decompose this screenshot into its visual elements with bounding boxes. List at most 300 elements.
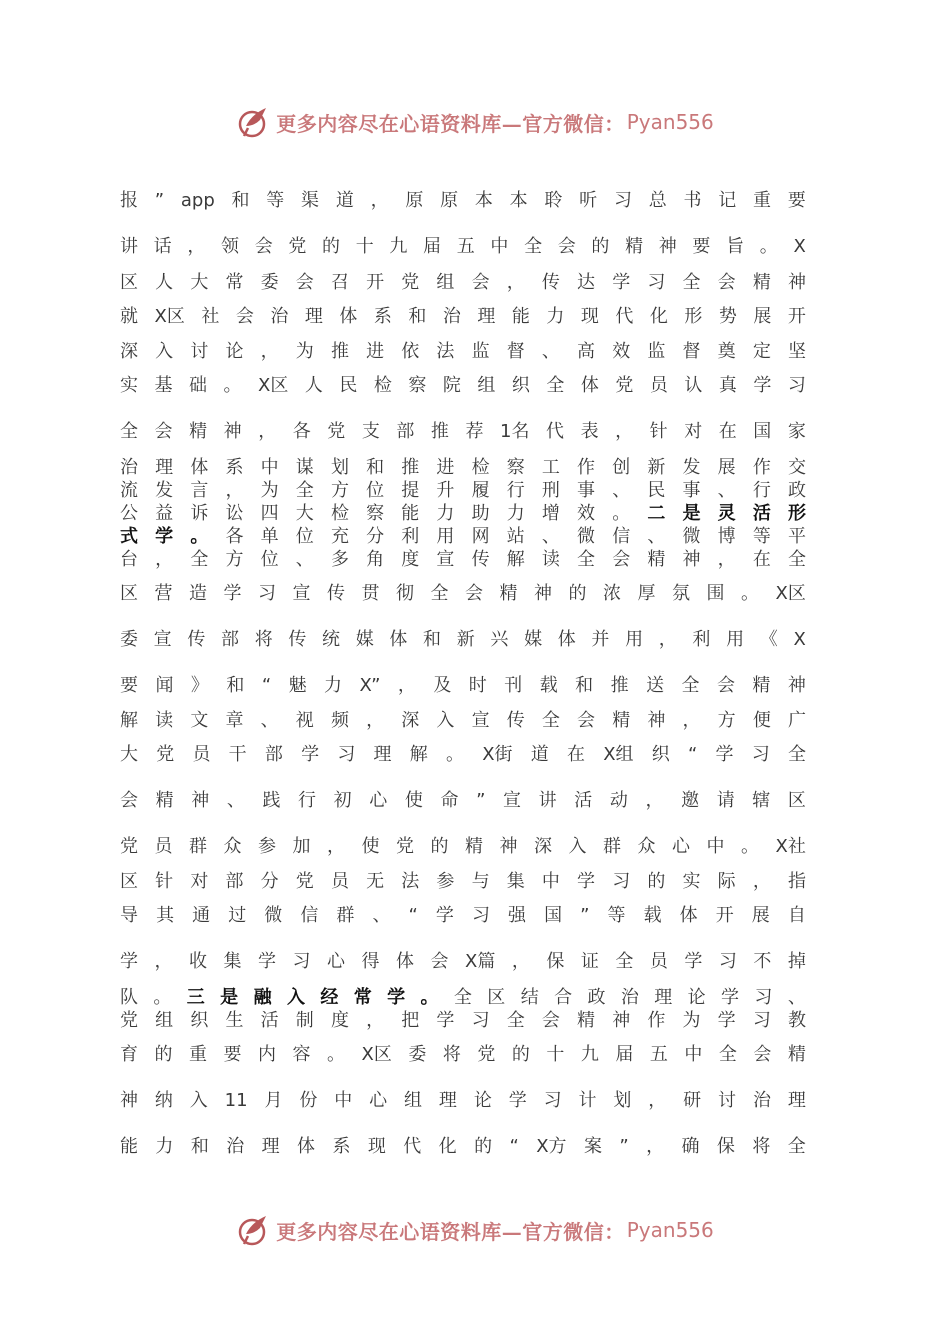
char: 闻 [155, 675, 174, 696]
char: “ [408, 905, 418, 926]
char: 位 [366, 480, 385, 501]
char: 台 [120, 549, 138, 570]
char: 精 [155, 790, 174, 811]
char: 动 [609, 790, 628, 811]
footer-banner [0, 1210, 950, 1250]
char: 依 [401, 341, 420, 362]
char: 新 [456, 629, 475, 650]
char: 能 [120, 1136, 138, 1157]
char: 精 [787, 1044, 806, 1065]
char: ， [648, 1090, 667, 1111]
char: 的 [568, 583, 587, 604]
char: 开 [787, 306, 806, 327]
bold-char: 活 [752, 503, 771, 524]
char: 会 [471, 272, 490, 293]
char: 各 [292, 421, 311, 442]
char: 网 [471, 526, 490, 547]
char: ， [370, 190, 389, 211]
char: 信 [300, 905, 319, 926]
char: 宣 [471, 710, 490, 731]
bold-char: 入 [286, 987, 305, 1008]
char: 、 [541, 526, 560, 547]
char: 、 [226, 790, 245, 811]
char: 组 [404, 1090, 423, 1111]
char: 党 [120, 1010, 138, 1031]
char: 等 [266, 190, 285, 211]
char: “ [261, 675, 272, 696]
char: 召 [330, 272, 349, 293]
char: 的 [474, 1136, 493, 1157]
char: X [793, 629, 806, 650]
char: 新 [647, 457, 666, 478]
char: 社 [201, 306, 220, 327]
char: 高 [577, 341, 596, 362]
bold-char: 是 [682, 503, 701, 524]
char: 论 [687, 987, 706, 1008]
char: 集 [223, 951, 242, 972]
char: 习 [258, 583, 276, 604]
text-line [120, 742, 806, 768]
char: 研 [683, 1090, 702, 1111]
char: 入 [189, 1090, 208, 1111]
char: 将 [254, 629, 273, 650]
char: 神 [787, 272, 806, 293]
char: 大 [295, 503, 314, 524]
char: 区 [787, 790, 806, 811]
bold-char: 常 [353, 987, 372, 1008]
char: 形 [684, 306, 703, 327]
char: 神 [647, 710, 666, 731]
char: 组 [477, 375, 496, 396]
char: 道 [335, 190, 354, 211]
char: 辖 [752, 790, 771, 811]
bold-char: 三 [186, 987, 205, 1008]
char: 谋 [295, 457, 314, 478]
char: 、 [260, 710, 279, 731]
char: X篇 [465, 951, 496, 972]
char: 习 [752, 1010, 771, 1031]
char: 益 [155, 503, 174, 524]
text-line [120, 627, 806, 653]
char: 计 [578, 1090, 597, 1111]
bold-char: 融 [253, 987, 272, 1008]
char: 全 [681, 675, 700, 696]
char: 治 [120, 457, 138, 478]
char: 心 [369, 790, 388, 811]
char: 学 [577, 871, 596, 892]
char: 会 [235, 306, 254, 327]
char: X [793, 236, 806, 257]
char: X区 [361, 1044, 392, 1065]
char: 学 [717, 1010, 736, 1031]
char: 推 [401, 457, 420, 478]
char: 方 [225, 549, 244, 570]
text-line [120, 419, 806, 445]
char: 统 [322, 629, 341, 650]
char: 命 [440, 790, 459, 811]
char: 治 [620, 987, 639, 1008]
char: 众 [223, 836, 242, 857]
char: 记 [718, 190, 737, 211]
char: 系 [373, 306, 392, 327]
char: 人 [304, 375, 323, 396]
char: 察 [408, 375, 427, 396]
char: 系 [332, 1136, 351, 1157]
char: 中 [684, 1044, 703, 1065]
char: 行 [506, 480, 525, 501]
char: 队 [120, 987, 138, 1008]
char: 理 [787, 1090, 806, 1111]
char: 通 [192, 905, 211, 926]
bold-char: 二 [647, 503, 666, 524]
text-line [120, 834, 806, 860]
text-line [120, 304, 806, 330]
char: 各 [225, 526, 244, 547]
char: 监 [647, 341, 666, 362]
char: 的 [511, 1044, 530, 1065]
char: “ [509, 1136, 519, 1157]
bold-char: 形 [787, 503, 806, 524]
char: 广 [787, 710, 806, 731]
char: 读 [155, 710, 174, 731]
char: 用 [436, 526, 455, 547]
char: 推 [430, 421, 449, 442]
char: 法 [436, 341, 455, 362]
char: 支 [361, 421, 380, 442]
char: 学 [715, 744, 734, 765]
char: 体 [389, 629, 408, 650]
char: 全 [295, 480, 314, 501]
char: 力 [546, 306, 565, 327]
char: X方 [536, 1136, 567, 1157]
text-line [120, 373, 806, 399]
char: 党 [295, 871, 314, 892]
char: 习 [612, 871, 631, 892]
pen-nib-seal-icon [236, 1212, 272, 1248]
char: 参 [436, 871, 455, 892]
char: ， [752, 871, 771, 892]
char: 确 [681, 1136, 700, 1157]
char: 及 [433, 675, 452, 696]
char: X组 [603, 744, 634, 765]
char: 神 [534, 583, 552, 604]
char: 保 [546, 951, 565, 972]
char: 对 [684, 421, 703, 442]
char: 月 [264, 1090, 283, 1111]
char: 行 [298, 790, 317, 811]
char: 会 [557, 236, 576, 257]
char: 掉 [787, 951, 806, 972]
char: 案 [583, 1136, 602, 1157]
char: X区 [258, 375, 289, 396]
char: 会 [541, 1010, 560, 1031]
char: 宣 [503, 790, 522, 811]
char: 精 [647, 549, 666, 570]
char: 位 [260, 549, 279, 570]
char: 神 [191, 790, 210, 811]
char: 检 [330, 503, 349, 524]
char: 书 [683, 190, 702, 211]
char: 精 [612, 710, 631, 731]
char: 传 [187, 629, 206, 650]
char: ， [658, 629, 677, 650]
char: 多 [330, 549, 349, 570]
char: 要 [692, 236, 711, 257]
char: 群 [603, 836, 621, 857]
char: 微 [577, 526, 596, 547]
char: 全 [190, 549, 209, 570]
char: 代 [403, 1136, 422, 1157]
char: 际 [717, 871, 736, 892]
char: 的 [647, 871, 666, 892]
char: 展 [753, 306, 772, 327]
bold-char: 式 [120, 526, 138, 547]
char: 使 [361, 836, 380, 857]
char: 精 [499, 583, 518, 604]
char: 实 [120, 375, 138, 396]
char: 会 [717, 272, 736, 293]
char: 微 [264, 905, 283, 926]
char: 站 [506, 526, 525, 547]
char: 学 [258, 951, 276, 972]
char: 组 [436, 272, 455, 293]
char: 听 [579, 190, 598, 211]
bold-char: 灵 [717, 503, 736, 524]
char: 力 [506, 503, 525, 524]
char: 织 [511, 375, 530, 396]
text-line [120, 234, 806, 260]
char: 群 [336, 905, 355, 926]
char: X” [359, 675, 381, 696]
char: 人 [155, 272, 174, 293]
char: 党 [396, 836, 414, 857]
char: 民 [647, 480, 666, 501]
char: 入 [155, 341, 174, 362]
char: 在 [718, 421, 737, 442]
char: 原 [405, 190, 424, 211]
char: ” [154, 190, 165, 211]
char: 方 [717, 710, 736, 731]
char: 十 [546, 1044, 565, 1065]
char: 学 [436, 1010, 455, 1031]
char: 体 [557, 629, 576, 650]
bold-char: 经 [320, 987, 339, 1008]
text-line [120, 903, 806, 929]
char: 教 [787, 1010, 806, 1031]
char: ， [397, 675, 416, 696]
char: 精 [577, 1010, 596, 1031]
char: 员 [192, 744, 211, 765]
char: 参 [258, 836, 276, 857]
char: 察 [366, 503, 385, 524]
char: 部 [396, 421, 415, 442]
char: 党 [288, 236, 307, 257]
char: 会 [154, 421, 173, 442]
char: 魅 [288, 675, 307, 696]
char: 、 [295, 549, 314, 570]
char: 。 [741, 583, 759, 604]
char: 原 [440, 190, 459, 211]
char: 深 [534, 836, 552, 857]
char: 精 [189, 421, 208, 442]
char: 心 [672, 836, 690, 857]
char: 厚 [637, 583, 656, 604]
char: 要 [120, 675, 138, 696]
char: 政 [787, 480, 806, 501]
bold-char: 学 [387, 987, 406, 1008]
char: 会 [612, 549, 631, 570]
char: 便 [752, 710, 771, 731]
char: 织 [651, 744, 670, 765]
char: 划 [613, 1090, 632, 1111]
char: 在 [752, 549, 771, 570]
char: 展 [717, 457, 736, 478]
char: 讼 [225, 503, 244, 524]
char: ， [187, 236, 206, 257]
char: 宣 [153, 629, 172, 650]
char: 划 [330, 457, 349, 478]
char: 学 [301, 744, 320, 765]
text-line [120, 1088, 806, 1114]
char: 检 [373, 375, 392, 396]
char: 媒 [355, 629, 374, 650]
char: 推 [330, 341, 349, 362]
char: 学 [223, 583, 242, 604]
char: 为 [260, 480, 279, 501]
char: 的 [430, 836, 449, 857]
char: 全 [787, 549, 806, 570]
char: 旨 [726, 236, 745, 257]
char: 部 [221, 629, 240, 650]
char: 和 [366, 457, 385, 478]
char: 解 [409, 744, 428, 765]
char: 论 [225, 341, 244, 362]
char: 针 [649, 421, 668, 442]
char: 博 [717, 526, 736, 547]
bold-char: 是 [220, 987, 239, 1008]
char: 习 [543, 1090, 562, 1111]
char: 习 [613, 190, 632, 211]
char: 11 [224, 1090, 248, 1111]
char: 和 [575, 675, 594, 696]
char: 十 [355, 236, 374, 257]
char: 活 [260, 1010, 279, 1031]
char: 初 [333, 790, 352, 811]
char: 诉 [190, 503, 209, 524]
char: 、 [787, 987, 806, 1008]
char: 要 [787, 190, 806, 211]
char: 和 [423, 629, 442, 650]
char: 全 [718, 1044, 737, 1065]
char: 重 [189, 1044, 207, 1065]
char: 全 [546, 375, 565, 396]
char: 为 [682, 1010, 701, 1031]
char: 心 [369, 1090, 388, 1111]
char: 国 [544, 905, 563, 926]
char: 区 [120, 583, 138, 604]
char: 微 [682, 526, 701, 547]
char: 氛 [672, 583, 690, 604]
char: 党 [401, 272, 420, 293]
char: 创 [612, 457, 631, 478]
char: ， [645, 790, 664, 811]
char: 自 [787, 905, 806, 926]
banner-text: 更多内容尽在心语资料库—官方微信： [276, 1219, 625, 1244]
char: 履 [471, 480, 490, 501]
char: 习 [471, 905, 490, 926]
char: 真 [718, 375, 737, 396]
char: ， [506, 272, 525, 293]
char: 神 [612, 1010, 631, 1031]
char: 提 [401, 480, 420, 501]
char: 1名 [500, 421, 530, 442]
char: 聆 [544, 190, 563, 211]
char: 治 [442, 306, 461, 327]
char: 载 [643, 905, 662, 926]
char: 。 [741, 836, 759, 857]
char: 本 [474, 190, 493, 211]
char: 届 [615, 1044, 634, 1065]
char: 利 [692, 629, 711, 650]
char: 作 [752, 457, 771, 478]
text-line [120, 581, 806, 607]
char: 展 [751, 905, 770, 926]
char: 奠 [717, 341, 736, 362]
char: 等 [607, 905, 626, 926]
char: 发 [155, 480, 174, 501]
char: 信 [612, 526, 631, 547]
char: 在 [566, 744, 585, 765]
char: 会 [716, 675, 735, 696]
char: 会 [295, 272, 314, 293]
char: 和 [231, 190, 250, 211]
char: 言 [190, 480, 209, 501]
char: 频 [330, 710, 349, 731]
char: 章 [225, 710, 244, 731]
char: 并 [591, 629, 610, 650]
char: 导 [120, 905, 138, 926]
char: 全 [506, 1010, 525, 1031]
char: 党 [327, 421, 346, 442]
char: 九 [580, 1044, 599, 1065]
char: 、 [541, 341, 560, 362]
char: 理 [654, 987, 673, 1008]
char: 党 [615, 375, 634, 396]
char: 收 [189, 951, 207, 972]
text-line [120, 708, 806, 734]
char: X区 [775, 583, 806, 604]
char: 传 [471, 549, 490, 570]
char: 角 [366, 549, 385, 570]
char: 习 [718, 951, 737, 972]
char: 会 [577, 710, 596, 731]
char: 充 [330, 526, 349, 547]
char: 理 [438, 1090, 457, 1111]
char: 效 [577, 503, 596, 524]
char: 委 [260, 272, 279, 293]
char: 神 [499, 836, 518, 857]
char: 和 [190, 1136, 209, 1157]
char: 与 [471, 871, 490, 892]
char: 视 [295, 710, 314, 731]
text-line [120, 547, 806, 573]
text-line [120, 1042, 806, 1068]
char: 监 [471, 341, 490, 362]
char: 全 [577, 549, 596, 570]
char: 实 [682, 871, 701, 892]
char: 请 [716, 790, 735, 811]
wechat-id: Pyan556 [626, 110, 714, 134]
